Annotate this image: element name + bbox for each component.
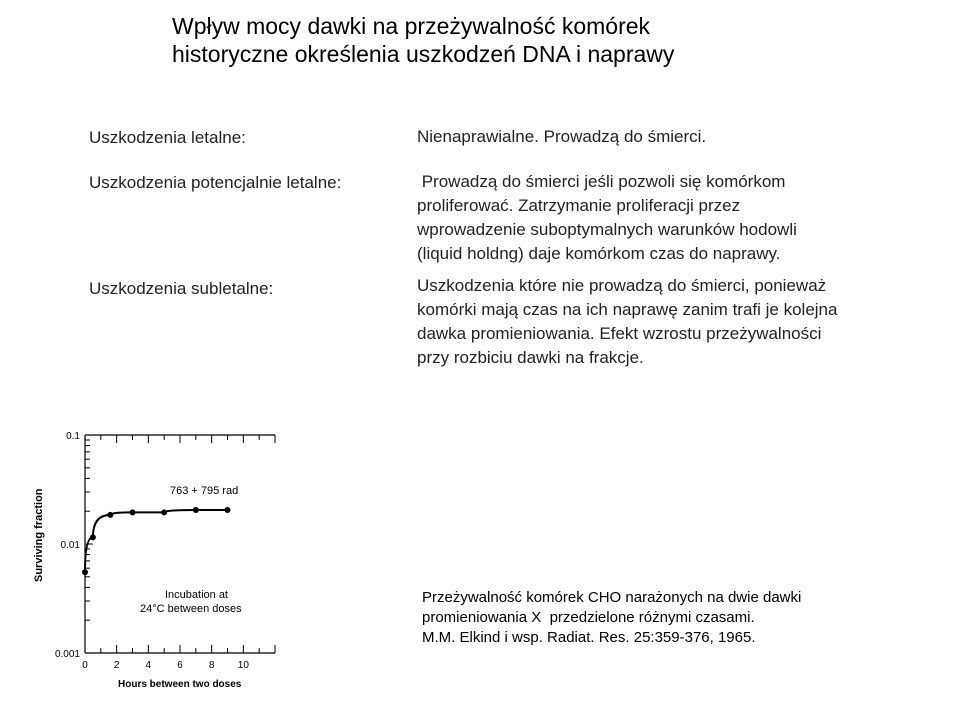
x-tick-label: 10 [237, 660, 249, 671]
title-line-2: historyczne określenia uszkodzeń DNA i naprawy [172, 41, 675, 67]
description-line: (liquid holdng) daje komórkom czas do naprawy. [417, 244, 781, 263]
caption-line-3: M.M. Elkind i wsp. Radiat. Res. 25:359-376, 1965. [422, 629, 756, 646]
data-point [107, 512, 113, 518]
x-tick-label: 8 [208, 660, 215, 671]
potentially-lethal-damage-description [417, 170, 917, 266]
survival-curve [85, 510, 228, 572]
y-axis-label: Surviving fraction [33, 488, 45, 582]
data-point [225, 507, 231, 513]
data-point [82, 569, 88, 575]
page-title [172, 12, 674, 68]
sublethal-damage-label: Uszkodzenia subletalne: [89, 279, 274, 298]
caption-line-2: promieniowania X przedzielone różnymi czasami. [422, 609, 755, 626]
y-tick-label: 0.01 [60, 540, 80, 551]
description-line: Nienaprawialne. Prowadzą do śmierci. [417, 127, 707, 146]
y-tick-label: 0.001 [54, 649, 80, 660]
x-tick-label: 4 [145, 660, 152, 671]
lethal-damage-description [417, 125, 917, 149]
caption-line-1: Przeżywalność komórek CHO narażonych na dwie dawki [422, 589, 802, 606]
x-tick-label: 2 [113, 660, 120, 671]
incubation-annotation-line1: Incubation at [165, 589, 228, 601]
lethal-damage-label: Uszkodzenia letalne: [89, 128, 246, 147]
incubation-annotation-line2: 24°C between doses [140, 603, 242, 615]
data-points [82, 507, 231, 575]
sublethal-damage-description [417, 274, 917, 370]
description-line: wprowadzenie suboptymalnych warunków hodowli [417, 220, 797, 239]
potentially-lethal-damage-label: Uszkodzenia potencjalnie letalne: [89, 173, 342, 192]
data-point [193, 507, 199, 513]
description-line: proliferować. Zatrzymanie proliferacji przez [417, 196, 741, 215]
description-line: dawka promieniowania. Efekt wzrostu przeżywalności [417, 324, 822, 343]
dose-annotation: 763 + 795 rad [170, 485, 239, 497]
title-line-1: Wpływ mocy dawki na przeżywalność komórek [172, 13, 651, 39]
x-tick-label: 0 [82, 660, 88, 671]
data-point [130, 509, 136, 515]
x-axis-label: Hours between two doses [118, 679, 242, 690]
survival-chart [30, 425, 290, 695]
data-point [90, 534, 96, 540]
chart-axes [85, 435, 275, 653]
description-line: komórki mają czas na ich naprawę zanim trafi je kolejna [417, 300, 838, 319]
x-tick-label: 6 [177, 660, 183, 671]
description-line: Prowadzą do śmierci jeśli pozwoli się komórkom [417, 172, 786, 191]
chart-ticks [85, 435, 275, 653]
figure-caption [422, 588, 801, 648]
description-line: Uszkodzenia które nie prowadzą do śmierci, ponieważ [417, 276, 827, 295]
chart-tick-labels [55, 431, 249, 671]
description-line: przy rozbiciu dawki na frakcje. [417, 348, 644, 367]
data-point [161, 509, 167, 515]
y-tick-label: 0.1 [66, 431, 80, 442]
